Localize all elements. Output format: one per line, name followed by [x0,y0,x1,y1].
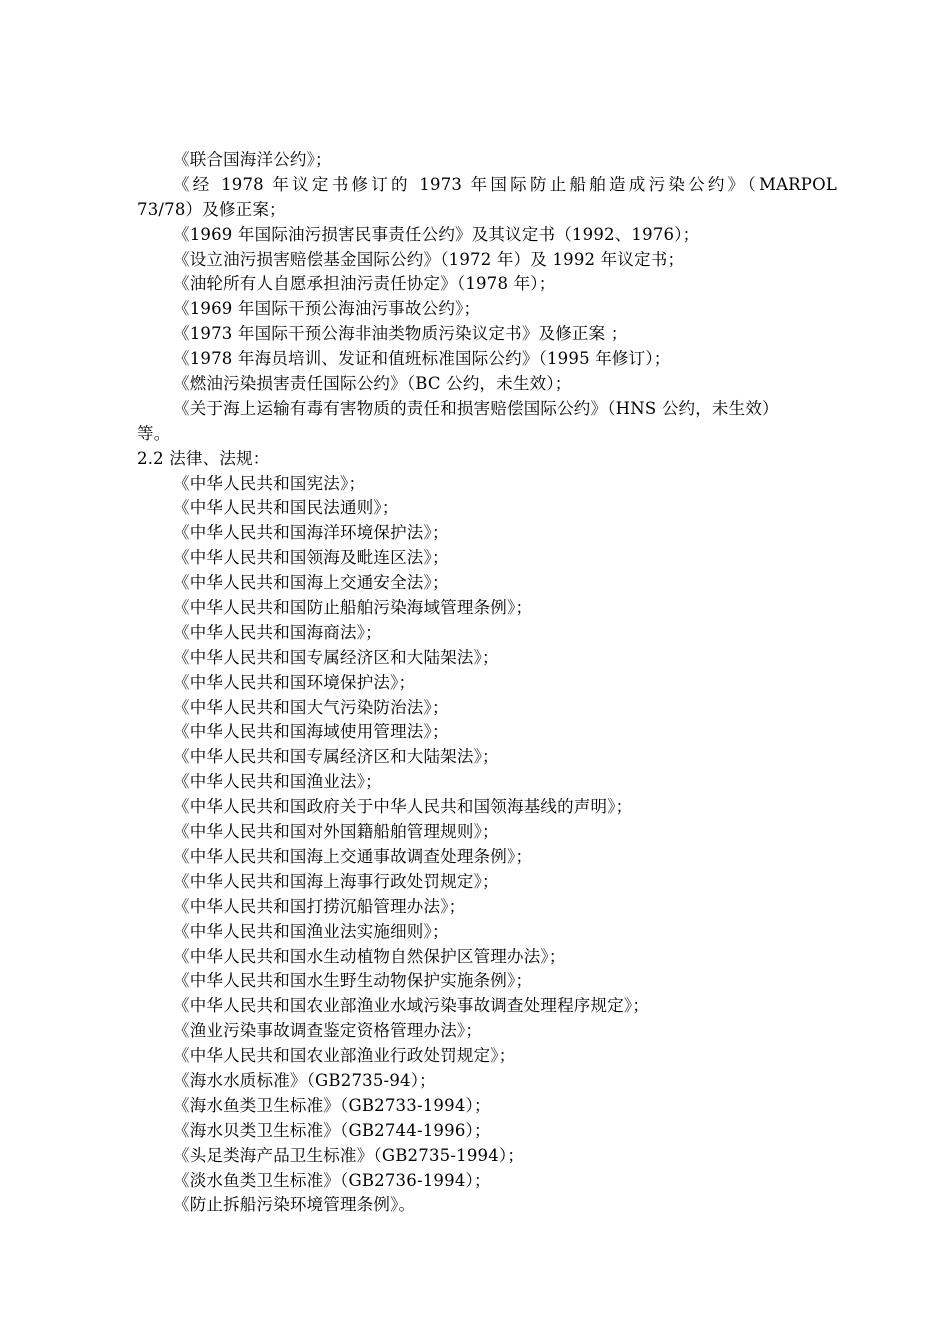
law-item: 《中华人民共和国海上交通安全法》； [173,573,449,593]
convention-item-continuation: 73/78）及修正案； [137,199,286,219]
law-item: 《中华人民共和国农业部渔业行政处罚规定》； [173,1046,516,1066]
document-body [137,148,837,1218]
convention-item: 《联合国海洋公约》； [173,150,332,169]
law-item: 《中华人民共和国海商法》； [173,622,382,642]
convention-item-first-line: 《关于海上运输有毒有害物质的责任和损害赔偿国际公约》（HNS 公约，未生效） [173,398,779,418]
law-item: 《中华人民共和国民法通则》； [173,498,399,518]
convention-item: 《燃油污染损害责任国际公约》（BC 公约，未生效）； [173,374,572,394]
law-item: 《中华人民共和国领海及毗连区法》； [173,548,449,568]
law-item: 《海水贝类卫生标准》（GB2744-1996）； [173,1120,491,1140]
law-item: 《中华人民共和国宪法》； [173,473,366,493]
convention-item: 《1969 年国际油污损害民事责任公约》及其议定书（1992、1976）； [173,224,700,244]
law-item: 《渔业污染事故调查鉴定资格管理办法》； [173,1021,483,1041]
law-item: 《中华人民共和国环境保护法》； [173,672,416,692]
law-item: 《中华人民共和国政府关于中华人民共和国领海基线的声明》； [173,797,633,817]
law-item: 《中华人民共和国农业部渔业水域污染事故调查处理程序规定》； [173,996,650,1016]
law-item: 《海水鱼类卫生标准》（GB2733-1994）； [173,1095,491,1115]
convention-item-continuation: 等。 [137,423,171,443]
law-item: 《淡水鱼类卫生标准》（GB2736-1994）； [173,1170,491,1190]
convention-item: 《1969 年国际干预公海油污事故公约》； [173,299,481,319]
law-item: 《中华人民共和国水生野生动物保护实施条例》； [173,971,533,991]
law-item: 《中华人民共和国对外国籍船舶管理规则》； [173,822,499,842]
law-item: 《中华人民共和国大气污染防治法》； [173,697,449,717]
law-item: 《中华人民共和国专属经济区和大陆架法》； [173,647,499,667]
convention-item: 《1973 年国际干预公海非油类物质污染议定书》及修正案 ； [173,324,628,344]
law-item: 《防止拆船污染环境管理条例》。 [173,1195,416,1215]
law-item: 《中华人民共和国渔业法实施细则》； [173,921,449,941]
law-item: 《中华人民共和国海上海事行政处罚规定》； [173,871,499,891]
law-item: 《中华人民共和国海域使用管理法》； [173,722,449,742]
law-item: 《海水水质标准》（GB2735-94）； [173,1070,436,1090]
section-heading: 2.2 法律、法规： [137,448,270,468]
convention-item: 《1978 年海员培训、发证和值班标准国际公约》（1995 年修订）； [173,349,671,369]
convention-item: 《油轮所有人自愿承担油污责任协定》（1978 年）； [173,274,556,294]
law-item: 《头足类海产品卫生标准》（GB2735-1994）； [173,1145,525,1165]
law-item: 《中华人民共和国海上交通事故调查处理条例》； [173,846,533,866]
law-item: 《中华人民共和国渔业法》； [173,772,382,792]
law-item: 《中华人民共和国防止船舶污染海域管理条例》； [173,598,533,618]
convention-item: 《设立油污损害赔偿基金国际公约》（1972 年）及 1992 年议定书； [173,249,685,269]
convention-item-first-line: 《经 1978 年议定书修订的 1973 年国际防止船舶造成污染公约》（MARPOL [173,174,837,194]
law-item: 《中华人民共和国专属经济区和大陆架法》； [173,747,499,767]
law-item: 《中华人民共和国海洋环境保护法》； [173,523,449,543]
law-item: 《中华人民共和国水生动植物自然保护区管理办法》； [173,946,566,966]
law-item: 《中华人民共和国打捞沉船管理办法》； [173,896,466,916]
